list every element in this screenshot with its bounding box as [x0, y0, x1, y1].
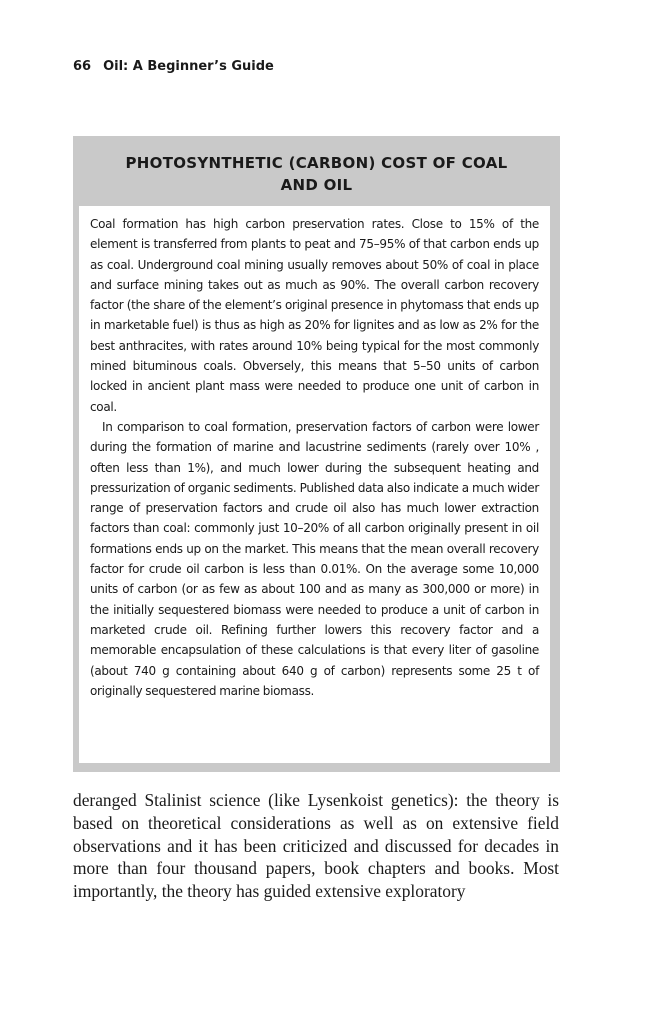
- box-content-panel: [79, 206, 550, 763]
- body-paragraph: deranged Stalinist science (like Lysenkoist genetics): the theory is based on theoretical considerations as well as on extensive field observations and it has been criticized and discussed for decades in more than four thousand papers, book chapters and books. Most importantly, the theory has guided extensive exploratory: [73, 790, 559, 902]
- box-title: PHOTOSYNTHETIC (CARBON) COST OF COAL AND OIL: [125, 154, 508, 194]
- sidebar-box: [73, 136, 560, 772]
- box-paragraph-2: In comparison to coal formation, preservation factors of carbon were lower during the formation of marine and lacustrine sediments (rarely over 10% , often less than 1%), and much lower during the subsequent heating and pressurization of organic sediments. Published data also indicate a much wider range of preservation factors and crude oil also has much lower extraction factors than coal: commonly just 10–20% of all carbon originally present in oil formations ends up on the market. This means that the mean overall recovery factor for crude oil carbon is less than 0.01%. On the average some 10,000 units of carbon (or as few as about 100 and as many as 300,000 or more) in the initially sequestered biomass were needed to produce a unit of carbon in marketed crude oil. Refining further lowers this recovery factor and a memorable encapsulation of these calculations is that every liter of gasoline (about 740 g containing about 640 g of carbon) represents some 25 t of originally sequestered marine biomass.: [90, 419, 539, 698]
- page-number: 66: [73, 59, 92, 74]
- book-title: Oil: A Beginner’s Guide: [103, 59, 274, 74]
- box-paragraph-1: Coal formation has high carbon preservation rates. Close to 15% of the element is transferred from plants to peat and 75–95% of that carbon ends up as coal. Underground coal mining usually removes about 50% of coal in place and surface mining takes out as much as 90%. The overall carbon recovery factor (the share of the element’s original presence in phytomass that ends up in marketable fuel) is thus as high as 20% for lignites and as low as 2% for the best anthracites, with rates around 10% being typical for the most commonly mined bituminous coals. Obversely, this means that 5–50 units of carbon locked in ancient plant mass were needed to produce one unit of carbon in coal.: [90, 217, 539, 414]
- running-head: [73, 59, 274, 74]
- box-body: [90, 214, 539, 701]
- body-text: [73, 789, 559, 903]
